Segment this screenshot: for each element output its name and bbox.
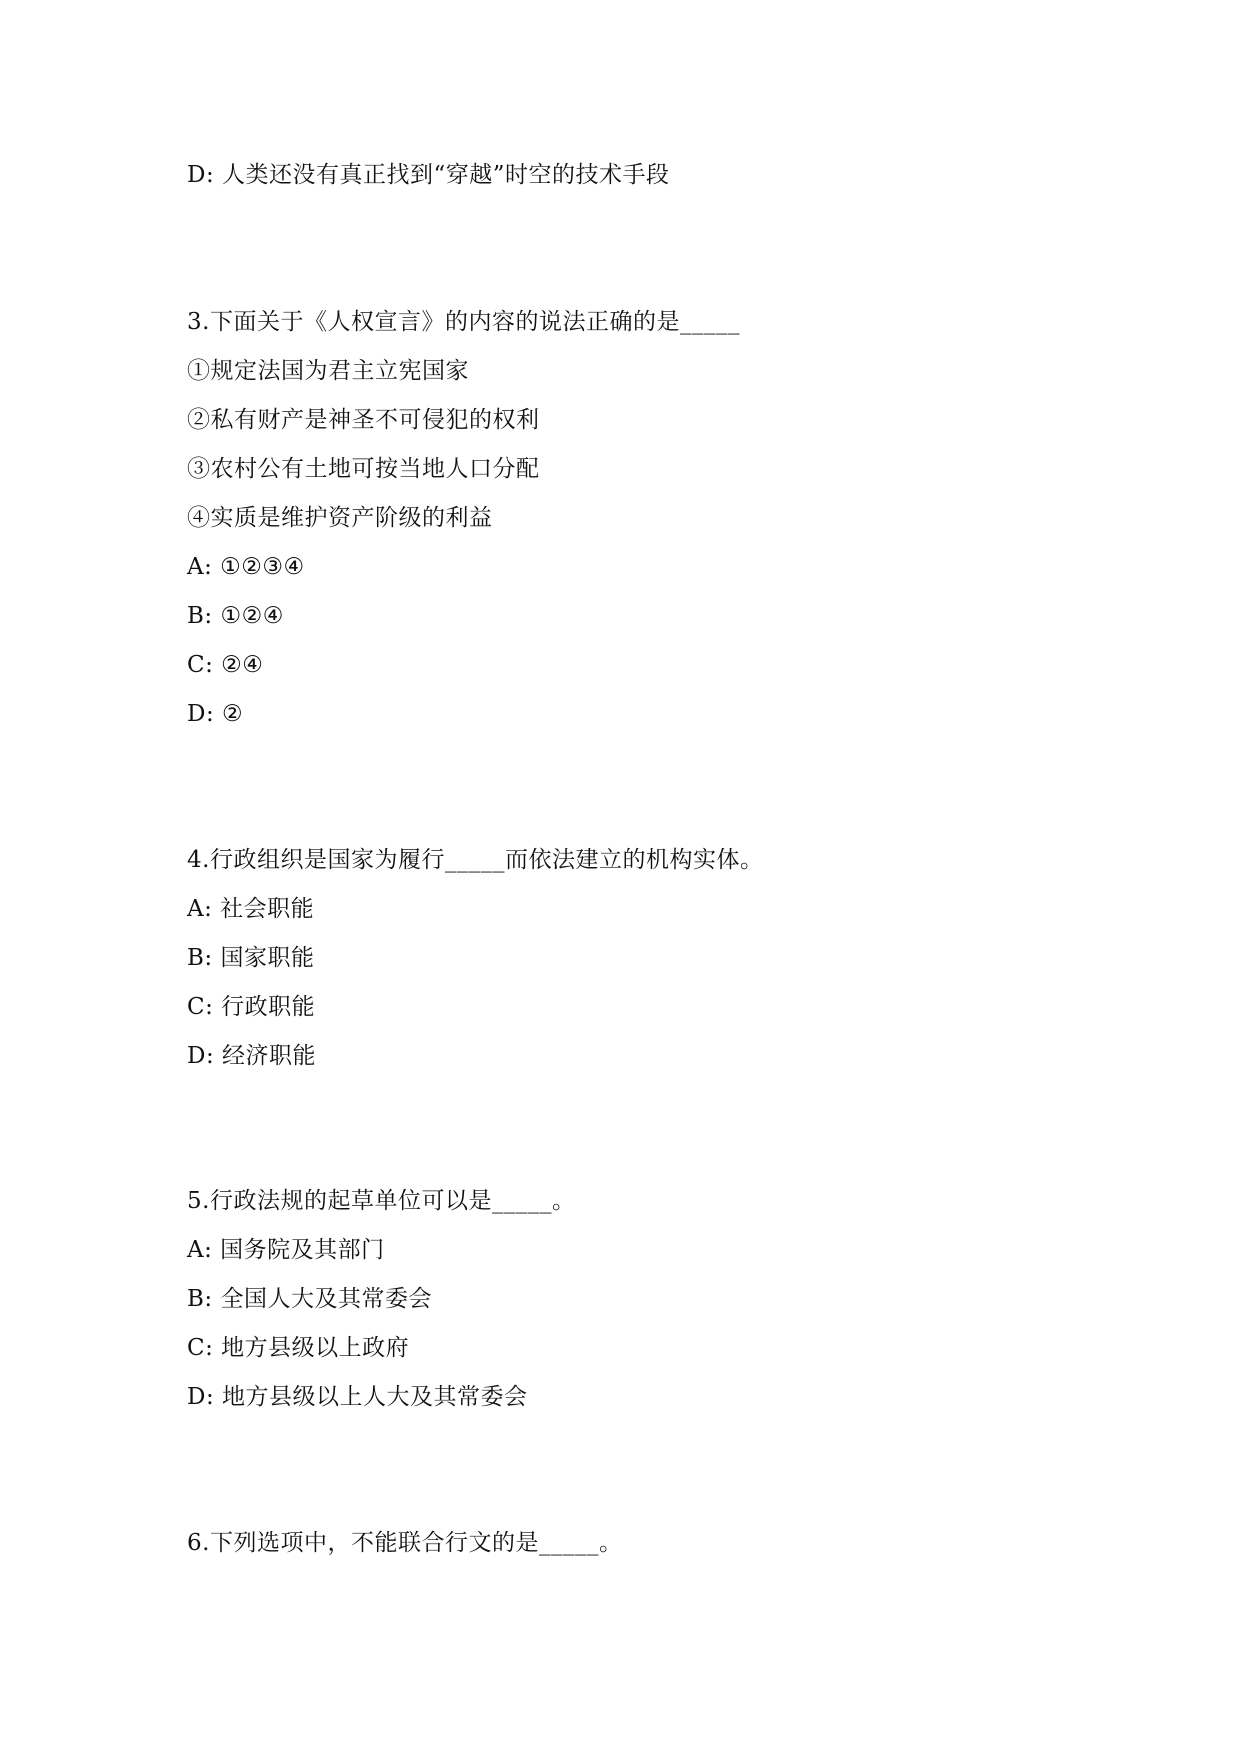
- q3-option-c: C: ②④: [187, 652, 264, 678]
- q3-statement-4: ④实质是维护资产阶级的利益: [187, 505, 493, 531]
- q4-option-d: D: 经济职能: [187, 1043, 317, 1069]
- q4-option-c: C: 行政职能: [187, 994, 316, 1020]
- q5-option-c: C: 地方县级以上政府: [187, 1335, 410, 1361]
- q5-option-b: B: 全国人大及其常委会: [187, 1286, 432, 1312]
- q3-statement-2: ②私有财产是神圣不可侵犯的权利: [187, 407, 540, 433]
- q4-stem: 4.行政组织是国家为履行_____而依法建立的机构实体。: [187, 847, 764, 873]
- q4-option-a: A: 社会职能: [187, 896, 315, 922]
- q5-option-a: A: 国务院及其部门: [187, 1237, 385, 1263]
- q5-option-d: D: 地方县级以上人大及其常委会: [187, 1384, 528, 1410]
- q3-option-a: A: ①②③④: [187, 554, 305, 580]
- q3-statement-1: ①规定法国为君主立宪国家: [187, 358, 469, 384]
- q3-option-b: B: ①②④: [187, 603, 284, 629]
- q3-option-d: D: ②: [187, 701, 244, 727]
- q2-option-d: D: 人类还没有真正找到“穿越”时空的技术手段: [187, 162, 670, 188]
- q6-stem: 6.下列选项中，不能联合行文的是_____。: [187, 1530, 623, 1556]
- q3-statement-3: ③农村公有土地可按当地人口分配: [187, 456, 540, 482]
- q5-stem: 5.行政法规的起草单位可以是_____。: [187, 1188, 576, 1214]
- q4-option-b: B: 国家职能: [187, 945, 315, 971]
- q3-stem: 3.下面关于《人权宣言》的内容的说法正确的是_____: [187, 309, 740, 335]
